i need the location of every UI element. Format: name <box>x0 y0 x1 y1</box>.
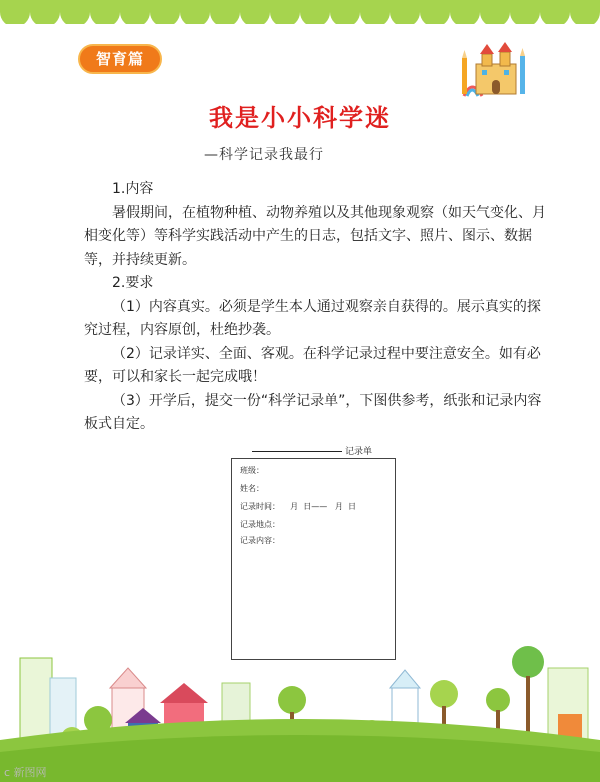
requirement-3: （3）开学后，提交一份“科学记录单”，下图供参考，纸张和记录内容板式自定。 <box>84 392 542 432</box>
section-2-heading: 2.要求 <box>112 275 154 291</box>
name-field-label: 姓名： <box>240 484 264 493</box>
page-subtitle: —科学记录我最行 <box>204 147 324 163</box>
title-underline <box>252 451 342 452</box>
class-field-label: 班级： <box>240 466 264 475</box>
content-field-label: 记录内容： <box>240 536 280 545</box>
place-field-label: 记录地点： <box>240 520 280 529</box>
bottom-town-scene-illustration <box>0 628 600 782</box>
section-1-text: 暑假期间，在植物种植、动物养殖以及其他现象观察（如天气变化、月相变化等）等科学实践活动中产生的日志，包括文字、照片、图示、数据等，并持续更新。 <box>84 204 546 268</box>
requirement-1: （1）内容真实。必须是学生本人通过观察亲自获得的。展示真实的探究过程，内容原创，杜绝抄袭。 <box>84 298 541 338</box>
page-title: 我是小小科学迷 <box>209 104 391 132</box>
watermark: c 新图网 <box>4 766 47 779</box>
content-body <box>84 178 546 437</box>
castle-pencils-illustration-icon <box>458 38 528 98</box>
requirement-2: （2）记录详实、全面、客观。在科学记录过程中要注意安全。如有必要，可以和家长一起完成哦！ <box>84 345 541 385</box>
time-field-label: 记录时间： 月 日—— 月 日 <box>240 502 356 511</box>
record-sheet-title <box>252 444 372 457</box>
top-scallop-border <box>0 0 600 24</box>
section-1-heading: 1.内容 <box>112 181 154 197</box>
record-sheet-title-text: 记录单 <box>345 447 373 457</box>
section-badge: 智育篇 <box>95 50 144 68</box>
